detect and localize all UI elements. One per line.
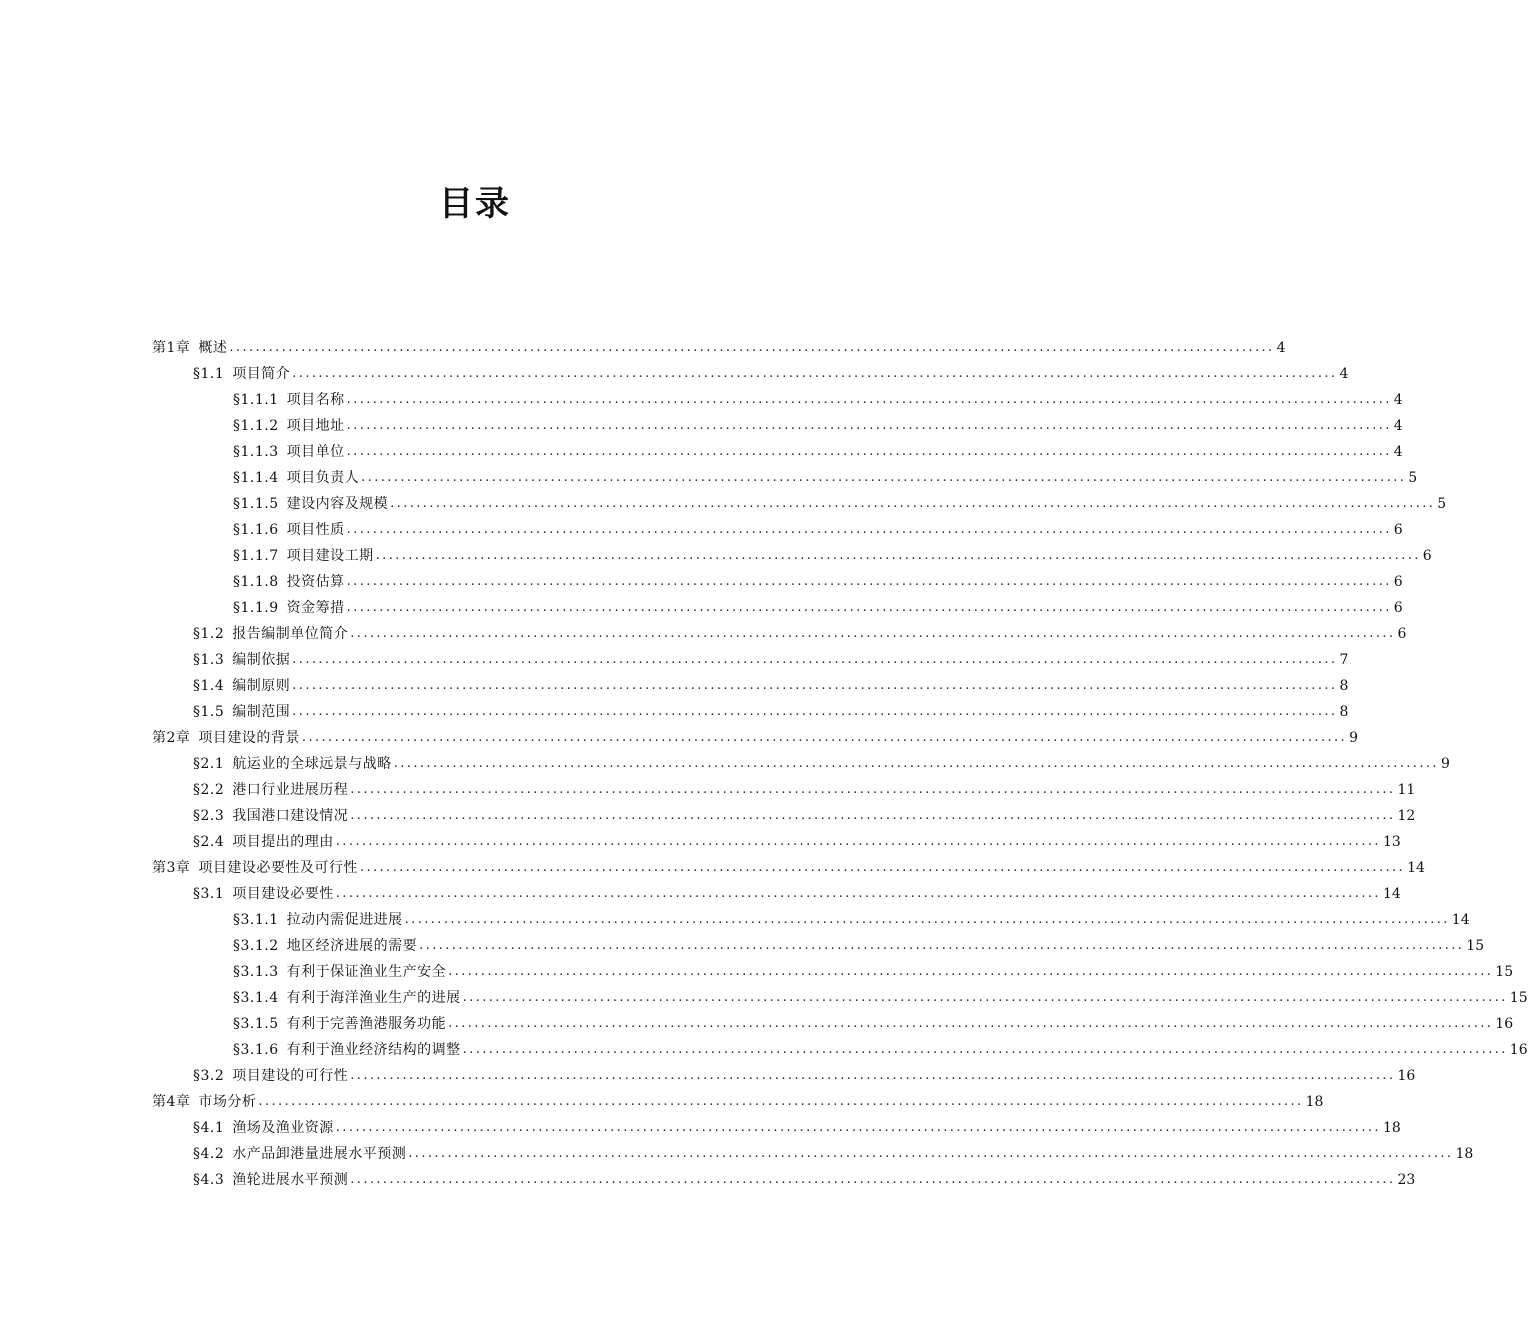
toc-chapter-entry[interactable] xyxy=(0,335,1286,361)
toc-entry-title: 项目建设必要性及可行性 xyxy=(198,860,358,876)
toc-entry-number: §3.1.1 xyxy=(233,912,279,928)
toc-subsection-entry[interactable] xyxy=(0,517,1403,543)
toc-entry-number: 第1章 xyxy=(152,340,191,356)
toc-page-number: 6 xyxy=(1393,574,1403,590)
toc-entry-number: §1.1.9 xyxy=(233,600,279,616)
toc-dot-leader: ................................................................................................................................................................ xyxy=(350,782,1396,797)
toc-entry-title: 我国港口建设情况 xyxy=(232,808,349,824)
toc-entry-number: §1.1.1 xyxy=(233,392,279,408)
toc-page-number: 5 xyxy=(1437,496,1447,512)
toc-entry-number: §1.1.4 xyxy=(233,470,279,486)
toc-dot-leader: ................................................................................................................................................................ xyxy=(258,1094,1304,1109)
toc-dot-leader: ................................................................................................................................................................ xyxy=(350,626,1396,641)
toc-page-number: 16 xyxy=(1495,1016,1514,1032)
toc-page-number: 18 xyxy=(1305,1094,1324,1110)
toc-subsection-entry[interactable] xyxy=(0,543,1432,569)
toc-entry-title: 有利于保证渔业生产安全 xyxy=(286,964,447,980)
toc-dot-leader: ................................................................................................................................................................ xyxy=(292,652,1338,667)
toc-subsection-entry[interactable] xyxy=(0,1011,1514,1037)
toc-section-entry[interactable] xyxy=(0,1141,1474,1167)
toc-entry-number: §2.3 xyxy=(193,808,225,824)
toc-entry-title: 项目建设工期 xyxy=(286,548,374,564)
toc-page-number: 9 xyxy=(1440,756,1450,772)
toc-entry-number: §3.1.6 xyxy=(233,1042,279,1058)
toc-entry-number: §3.1.4 xyxy=(233,990,279,1006)
toc-entry-number: §2.2 xyxy=(193,782,225,798)
toc-page-number: 18 xyxy=(1382,1120,1401,1136)
toc-subsection-entry[interactable] xyxy=(0,569,1403,595)
toc-entry-number: §4.2 xyxy=(193,1146,225,1162)
toc-subsection-entry[interactable] xyxy=(0,491,1447,517)
toc-subsection-entry[interactable] xyxy=(0,985,1528,1011)
toc-entry-number: 第3章 xyxy=(152,860,191,876)
toc-page-number: 7 xyxy=(1339,652,1349,668)
toc-page-number: 5 xyxy=(1408,470,1418,486)
toc-subsection-entry[interactable] xyxy=(0,959,1514,985)
toc-chapter-entry[interactable] xyxy=(0,855,1425,881)
toc-entry-title: 水产品卸港量进展水平预测 xyxy=(232,1146,407,1162)
toc-page-number: 6 xyxy=(1393,600,1403,616)
toc-entry-title: 项目提出的理由 xyxy=(232,834,334,850)
toc-section-entry[interactable] xyxy=(0,647,1349,673)
toc-entry-title: 项目建设必要性 xyxy=(232,886,334,902)
toc-entry-title: 项目地址 xyxy=(286,418,345,434)
toc-dot-leader: ................................................................................................................................................................ xyxy=(404,912,1450,927)
toc-entry-title: 项目简介 xyxy=(232,366,291,382)
toc-subsection-entry[interactable] xyxy=(0,1037,1528,1063)
toc-dot-leader: ................................................................................................................................................................ xyxy=(229,340,1275,355)
toc-dot-leader: ................................................................................................................................................................ xyxy=(350,808,1396,823)
toc-entry-number: §1.1.6 xyxy=(233,522,279,538)
toc-entry-title: 报告编制单位简介 xyxy=(232,626,349,642)
toc-page-number: 15 xyxy=(1466,938,1485,954)
toc-dot-leader: ................................................................................................................................................................ xyxy=(462,1042,1508,1057)
toc-page-number: 15 xyxy=(1495,964,1514,980)
toc-dot-leader: ................................................................................................................................................................ xyxy=(346,600,1392,615)
toc-entry-title: 港口行业进展历程 xyxy=(232,782,349,798)
toc-page-number: 8 xyxy=(1339,704,1349,720)
toc-dot-leader: ................................................................................................................................................................ xyxy=(419,938,1465,953)
toc-entry-title: 有利于海洋渔业生产的进展 xyxy=(286,990,461,1006)
toc-page-number: 4 xyxy=(1393,392,1403,408)
toc-entry-title: 航运业的全球远景与战略 xyxy=(232,756,392,772)
toc-dot-leader: ................................................................................................................................................................ xyxy=(408,1146,1454,1161)
toc-dot-leader: ................................................................................................................................................................ xyxy=(375,548,1421,563)
toc-entry-title: 概述 xyxy=(198,340,228,356)
toc-entry-title: 有利于完善渔港服务功能 xyxy=(286,1016,447,1032)
toc-page-number: 4 xyxy=(1393,418,1403,434)
toc-entry-title: 项目单位 xyxy=(286,444,345,460)
toc-dot-leader: ................................................................................................................................................................ xyxy=(390,496,1436,511)
toc-dot-leader: ................................................................................................................................................................ xyxy=(346,392,1392,407)
toc-page-number: 9 xyxy=(1349,730,1359,746)
toc-section-entry[interactable] xyxy=(0,1167,1416,1193)
toc-dot-leader: ................................................................................................................................................................ xyxy=(393,756,1439,771)
toc-page-number: 6 xyxy=(1393,522,1403,538)
page-title: 目录 xyxy=(439,184,511,224)
toc-entry-number: §3.1.3 xyxy=(233,964,279,980)
toc-dot-leader: ................................................................................................................................................................ xyxy=(361,470,1407,485)
toc-subsection-entry[interactable] xyxy=(0,595,1403,621)
toc-dot-leader: ................................................................................................................................................................ xyxy=(346,418,1392,433)
toc-dot-leader: ................................................................................................................................................................ xyxy=(292,678,1338,693)
toc-dot-leader: ................................................................................................................................................................ xyxy=(292,704,1338,719)
toc-dot-leader: ................................................................................................................................................................ xyxy=(335,1120,1381,1135)
toc-entry-number: §1.1.3 xyxy=(233,444,279,460)
toc-dot-leader: ................................................................................................................................................................ xyxy=(301,730,1348,745)
toc-section-entry[interactable] xyxy=(0,1115,1401,1141)
toc-section-entry[interactable] xyxy=(0,803,1416,829)
table-of-contents xyxy=(0,335,1528,1193)
toc-section-entry[interactable] xyxy=(0,361,1349,387)
toc-page-number: 13 xyxy=(1382,834,1401,850)
toc-page-number: 6 xyxy=(1397,626,1407,642)
toc-section-entry[interactable] xyxy=(0,621,1407,647)
toc-section-entry[interactable] xyxy=(0,1063,1416,1089)
toc-entry-title: 建设内容及规模 xyxy=(286,496,389,512)
toc-entry-number: §3.1 xyxy=(193,886,225,902)
toc-entry-title: 编制依据 xyxy=(232,652,291,668)
toc-page-number: 4 xyxy=(1393,444,1403,460)
toc-entry-number: §1.2 xyxy=(193,626,225,642)
toc-entry-number: §1.1.8 xyxy=(233,574,279,590)
toc-entry-title: 项目负责人 xyxy=(286,470,360,486)
toc-entry-number: §3.2 xyxy=(193,1068,225,1084)
toc-dot-leader: ................................................................................................................................................................ xyxy=(462,990,1508,1005)
toc-entry-title: 拉动内需促进进展 xyxy=(286,912,403,928)
toc-page-number: 23 xyxy=(1397,1172,1416,1188)
toc-subsection-entry[interactable] xyxy=(0,439,1403,465)
toc-entry-title: 资金筹措 xyxy=(286,600,345,616)
toc-dot-leader: ................................................................................................................................................................ xyxy=(350,1068,1396,1083)
toc-entry-title: 有利于渔业经济结构的调整 xyxy=(286,1042,461,1058)
toc-entry-number: §4.3 xyxy=(193,1172,225,1188)
toc-entry-title: 项目建设的可行性 xyxy=(232,1068,349,1084)
toc-dot-leader: ................................................................................................................................................................ xyxy=(359,860,1406,875)
toc-entry-number: §1.1.7 xyxy=(233,548,279,564)
toc-page-number: 15 xyxy=(1509,990,1528,1006)
toc-section-entry[interactable] xyxy=(0,881,1401,907)
toc-subsection-entry[interactable] xyxy=(0,465,1418,491)
toc-chapter-entry[interactable] xyxy=(0,1089,1324,1115)
toc-subsection-entry[interactable] xyxy=(0,907,1470,933)
toc-dot-leader: ................................................................................................................................................................ xyxy=(346,522,1392,537)
toc-entry-title: 项目性质 xyxy=(286,522,345,538)
toc-page-number: 18 xyxy=(1455,1146,1474,1162)
toc-page-number: 14 xyxy=(1382,886,1401,902)
toc-subsection-entry[interactable] xyxy=(0,387,1403,413)
toc-entry-number: §1.4 xyxy=(193,678,225,694)
toc-entry-number: 第4章 xyxy=(152,1094,191,1110)
toc-page-number: 14 xyxy=(1451,912,1470,928)
toc-entry-title: 渔场及渔业资源 xyxy=(232,1120,334,1136)
toc-dot-leader: ................................................................................................................................................................ xyxy=(346,574,1392,589)
toc-entry-title: 项目名称 xyxy=(286,392,345,408)
toc-entry-number: §1.3 xyxy=(193,652,225,668)
toc-dot-leader: ................................................................................................................................................................ xyxy=(292,366,1338,381)
toc-entry-number: 第2章 xyxy=(152,730,191,746)
toc-page-number: 4 xyxy=(1276,340,1286,356)
toc-entry-title: 项目建设的背景 xyxy=(198,730,300,746)
toc-page-number: 14 xyxy=(1407,860,1425,876)
toc-chapter-entry[interactable] xyxy=(0,725,1359,751)
toc-entry-number: §1.1 xyxy=(193,366,225,382)
toc-dot-leader: ................................................................................................................................................................ xyxy=(448,964,1494,979)
toc-page-number: 8 xyxy=(1339,678,1349,694)
toc-section-entry[interactable] xyxy=(0,751,1450,777)
toc-section-entry[interactable] xyxy=(0,777,1416,803)
toc-dot-leader: ................................................................................................................................................................ xyxy=(346,444,1392,459)
toc-entry-number: §2.4 xyxy=(193,834,225,850)
toc-entry-number: §2.1 xyxy=(193,756,225,772)
toc-entry-title: 渔轮进展水平预测 xyxy=(232,1172,349,1188)
toc-entry-number: §3.1.5 xyxy=(233,1016,279,1032)
toc-entry-number: §1.1.2 xyxy=(233,418,279,434)
toc-page-number: 4 xyxy=(1339,366,1349,382)
toc-dot-leader: ................................................................................................................................................................ xyxy=(335,834,1381,849)
toc-subsection-entry[interactable] xyxy=(0,413,1403,439)
toc-entry-number: §4.1 xyxy=(193,1120,225,1136)
toc-entry-title: 地区经济进展的需要 xyxy=(286,938,418,954)
toc-section-entry[interactable] xyxy=(0,699,1349,725)
toc-dot-leader: ................................................................................................................................................................ xyxy=(335,886,1381,901)
toc-page-number: 16 xyxy=(1509,1042,1528,1058)
toc-entry-title: 编制原则 xyxy=(232,678,291,694)
toc-page-number: 12 xyxy=(1397,808,1416,824)
toc-page-number: 6 xyxy=(1422,548,1432,564)
toc-entry-number: §1.1.5 xyxy=(233,496,279,512)
toc-dot-leader: ................................................................................................................................................................ xyxy=(448,1016,1494,1031)
toc-entry-title: 编制范围 xyxy=(232,704,291,720)
toc-entry-number: §3.1.2 xyxy=(233,938,279,954)
toc-entry-title: 市场分析 xyxy=(198,1094,257,1110)
toc-dot-leader: ................................................................................................................................................................ xyxy=(350,1172,1396,1187)
toc-entry-title: 投资估算 xyxy=(286,574,345,590)
toc-page-number: 16 xyxy=(1397,1068,1416,1084)
toc-subsection-entry[interactable] xyxy=(0,933,1485,959)
toc-page-number: 11 xyxy=(1397,782,1416,798)
toc-section-entry[interactable] xyxy=(0,673,1349,699)
toc-section-entry[interactable] xyxy=(0,829,1401,855)
toc-entry-number: §1.5 xyxy=(193,704,225,720)
